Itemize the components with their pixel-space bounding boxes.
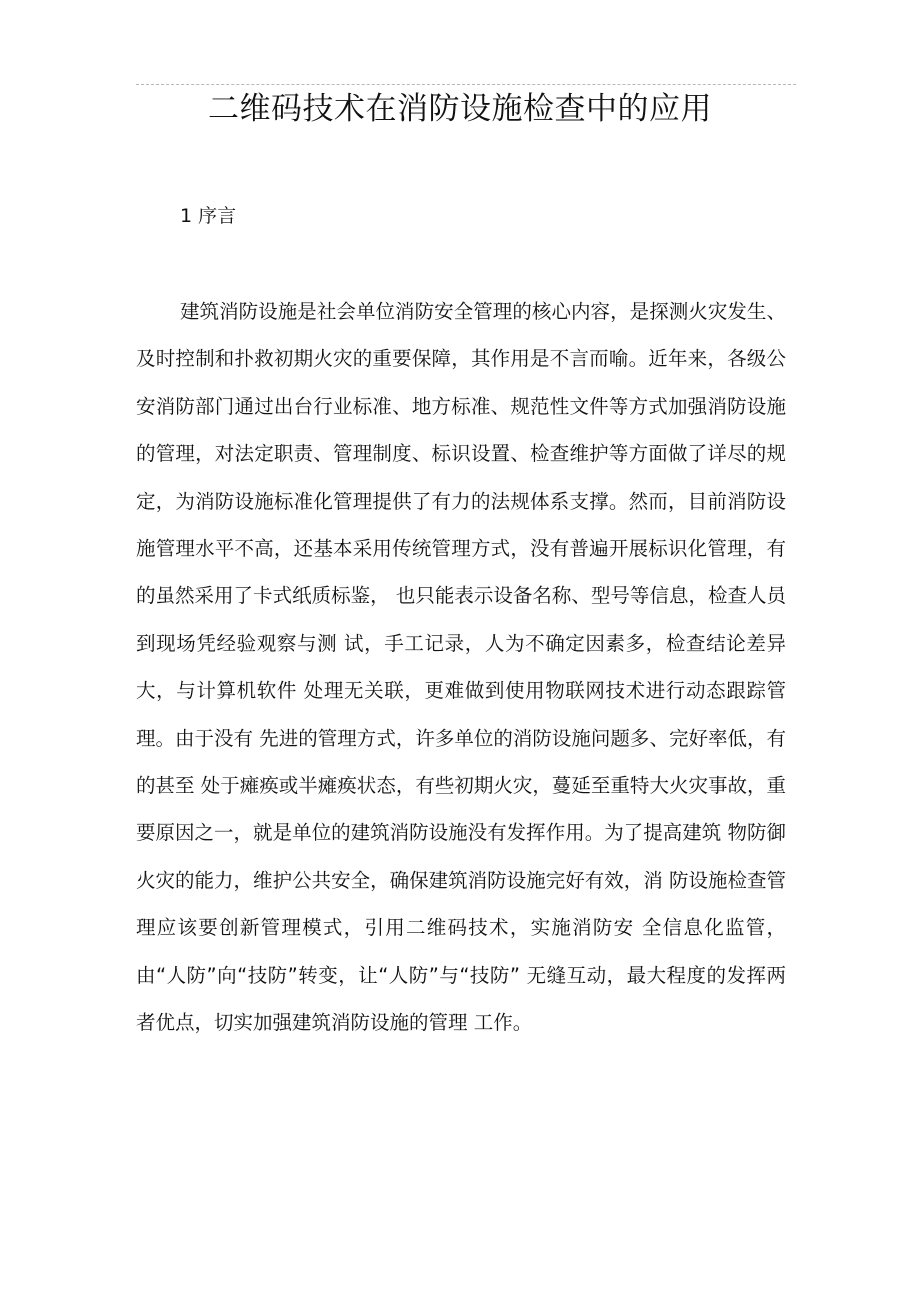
header-divider: [136, 84, 796, 85]
section-heading: 1 序言: [180, 205, 237, 227]
body-paragraph: 建筑消防设施是社会单位消防安全管理的核心内容，是探测火灾发生、及时控制和扑救初期火灾的重要保障，其作用是不言而喻。近年来，各级公安消防部门通过出台行业标准、地方标准、规范性文件等方式加强消防设施的管理，对法定职责、管理制度、标识设置、检查维护等方面做了详尽的规定，为消防设施标准化管理提供了有力的法规体系支撑。然而，目前消防设施管理水平不高，还基本采用传统管理方式，没有普遍开展标识化管理，有的虽然采用了卡式纸质标鉴， 也只能表示设备名称、型号等信息，检查人员到现场凭经验观察与测 试，手工记录，人为不确定因素多，检查结论差异大，与计算机软件 处理无关联，更难做到使用物联网技术进行动态跟踪管理。由于没有 先进的管理方式，许多单位的消防设施问题多、完好率低，有的甚至 处于瘫痪或半瘫痪状态，有些初期火灾，蔓延至重特大火灾事故，重 要原因之一，就是单位的建筑消防设施没有发挥作用。为了提高建筑 物防御火灾的能力，维护公共安全，确保建筑消防设施完好有效，消 防设施检查管理应该要创新管理模式，引用二维码技术，实施消防安 全信息化监管，由“人防”向“技防”转变，让“人防”与“技防” 无缝互动，最大程度的发挥两者优点，切实加强建筑消防设施的管理 工作。: [136, 300, 786, 1035]
page-title: 二维码技术在消防设施检查中的应用: [208, 91, 712, 127]
